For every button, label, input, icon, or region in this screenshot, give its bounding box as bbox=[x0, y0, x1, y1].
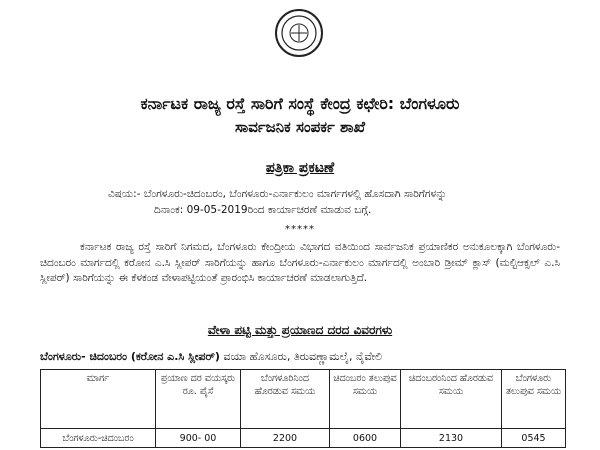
schedule-heading: ವೇಳಾ ಪಟ್ಟಿ ಮತ್ತು ಪ್ರಯಾಣದ ದರದ ವಿವರಗಳು bbox=[207, 323, 393, 337]
header-route: ಮಾರ್ಗ bbox=[41, 370, 156, 429]
department-title: ಸಾರ್ವಜನಿಕ ಸಂಪರ್ಕ ಶಾಖೆ bbox=[234, 118, 366, 136]
header-chidambaram-departure: ಚಿದಂಬರಂನಿಂದ ಹೊರಡುವ ಸಮಯ bbox=[401, 370, 502, 429]
table-header-row bbox=[41, 370, 566, 429]
organization-title: ಕರ್ನಾಟಕ ರಾಜ್ಯ ರಸ್ತೆ ಸಾರಿಗೆ ಸಂಸ್ಥೆ ಕೇಂದ್ರ ಕಛೇರಿ: ಬೆಂಗಳೂರು bbox=[140, 94, 460, 113]
cell-fare: 900- 00 bbox=[156, 429, 241, 448]
subject-line: ವಿಷಯ:- ಬೆಂಗಳೂರು-ಚಿದಂಬರಂ, ಬೆಂಗಳೂರು-ಎರ್ನಾಕುಲಂ ಮಾರ್ಗಗಳಲ್ಲಿ ಹೊಸದಾಗಿ ಸಾರಿಗೆಗಳನ್ನು bbox=[108, 188, 447, 200]
schedule-table bbox=[40, 369, 566, 448]
route-title: ಬೆಂಗಳೂರು- ಚಿದಂಬರಂ (ಕರೋನ ಎ.ಸಿ ಸ್ಲೀಪರ್) bbox=[40, 350, 220, 363]
subject-block bbox=[108, 186, 578, 218]
header-chidambaram-arrival: ಚಿದಂಬರಂ ತಲುಪುವ ಸಮಯ bbox=[330, 370, 401, 429]
ksrtc-logo bbox=[274, 8, 324, 58]
header-bengaluru-departure: ಬೆಂಗಳೂರಿನಿಂದ ಹೊರಡುವ ಸಮಯ bbox=[241, 370, 330, 429]
route-line bbox=[40, 350, 382, 364]
cell-chidambaram-arrival: 0600 bbox=[330, 429, 401, 448]
cell-route: ಬೆಂಗಳೂರು-ಚಿದಂಬರಂ bbox=[41, 429, 156, 448]
separator: ***** bbox=[285, 224, 315, 235]
press-release-heading: ಪತ್ರಿಕಾ ಪ್ರಕಟಣೆ bbox=[265, 160, 335, 176]
body-paragraph: ಕರ್ನಾಟಕ ರಾಜ್ಯ ರಸ್ತೆ ಸಾರಿಗೆ ನಿಗಮದ, ಬೆಂಗಳೂರು ಕೇಂದ್ರೀಯ ವಿಭಾಗದ ವತಿಯಿಂದ ಸಾರ್ವಜನಿಕ ಪ್ರಯಾಣಿಕರ ಅನುಕೂಲಕ್ಕಾಗಿ ಬೆಂಗಳೂರು-ಚಿದಂಬರಂ ಮಾರ್ಗದಲ್ಲಿ ಕರೋನ ಎ.ಸಿ ಸ್ಲೀಪರ್ ಸಾರಿಗೆಯನ್ನು ಹಾಗೂ ಬೆಂಗಳೂರು-ಎರ್ನಾಕುಲಂ ಮಾರ್ಗದಲ್ಲಿ ಅಂಬಾರಿ ಡ್ರೀಮ್ ಕ್ಲಾಸ್ (ಮಲ್ಟಿಆಕ್ಸಲ್ ಎ.ಸಿ ಸ್ಲೀಪರ್) ಸಾರಿಗೆಯನ್ನು ಈ ಕೆಳಕಂಡ ವೇಳಾಪಟ್ಟಿಯಂತೆ ಪ್ರಾರಂಭಿಸಿ ಕಾರ್ಯಾಚರಣೆ ಮಾಡಲಾಗುತ್ತಿದೆ. bbox=[40, 241, 560, 284]
cell-bengaluru-arrival: 0545 bbox=[502, 429, 566, 448]
route-via: ವಯಾ ಹೊಸೂರು, ತಿರುವಣ್ಣಾಮಲೈ, ನೈವೇಲಿ bbox=[223, 350, 383, 363]
header-fare: ಪ್ರಯಾಣ ದರ ವಯಸ್ಕರು ರೂ. ಪೈಸೆ bbox=[156, 370, 241, 429]
header-bengaluru-arrival: ಬೆಂಗಳೂರು ತಲುಪುವ ಸಮಯ bbox=[502, 370, 566, 429]
table-row bbox=[41, 429, 566, 448]
cell-bengaluru-departure: 2200 bbox=[241, 429, 330, 448]
subject-date-line: ದಿನಾಂಕ: 09-05-2019ರಿಂದ ಕಾರ್ಯಾಚರಣೆ ಮಾಡುವ ಬಗ್ಗೆ. bbox=[154, 204, 372, 216]
cell-chidambaram-departure: 2130 bbox=[401, 429, 502, 448]
